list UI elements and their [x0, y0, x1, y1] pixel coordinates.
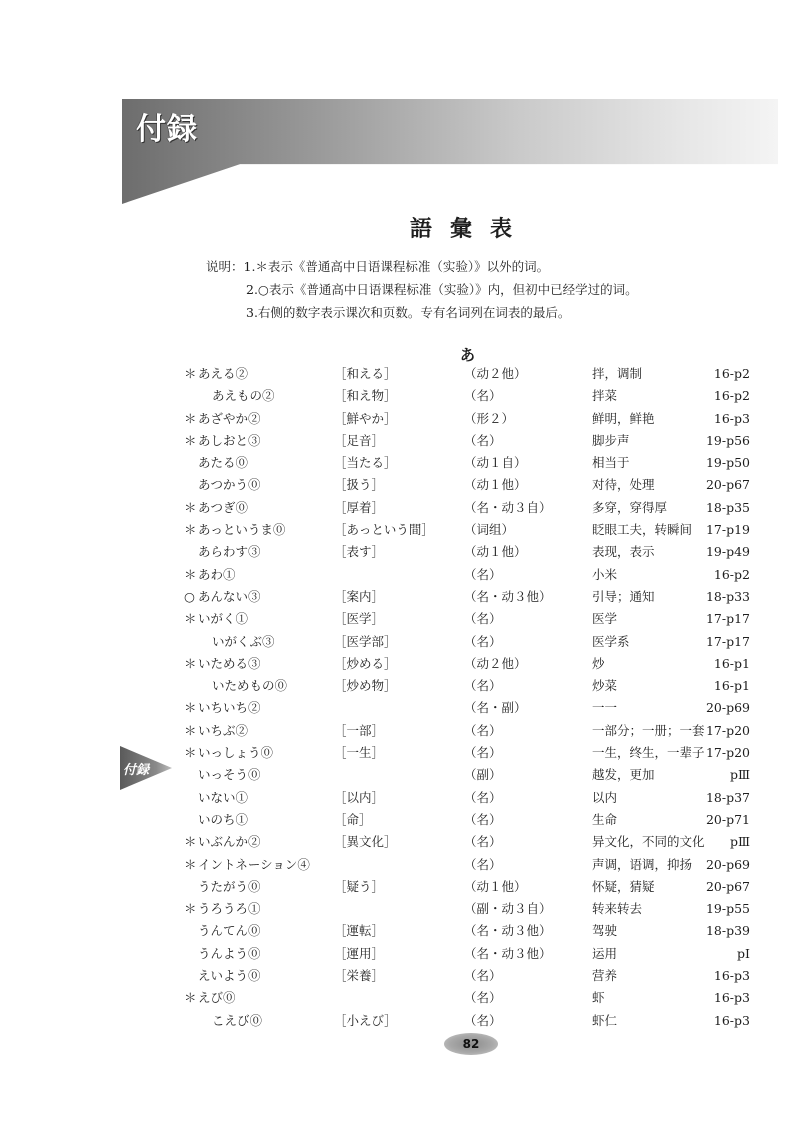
- entry-part-of-speech: （动２他）: [464, 655, 527, 671]
- entry-lesson-page: 17-p20: [705, 722, 750, 738]
- entry-word: うんよう⓪: [198, 945, 261, 961]
- entry-lesson-page: 16-p2: [713, 566, 750, 582]
- entry-meaning: 引导；通知: [592, 588, 655, 604]
- entry-mark: ＊: [184, 856, 197, 872]
- vocab-entry: [184, 943, 764, 965]
- entry-mark: ＊: [184, 566, 197, 582]
- entry-word: あっというま⓪: [198, 522, 286, 538]
- entry-part-of-speech: （名）: [464, 789, 502, 805]
- entry-lesson-page: pⅢ: [729, 767, 750, 783]
- note-line-2: 2.○表示《普通高中日语课程标准（实验）》内，但初中已经学过的词。: [246, 282, 638, 297]
- entry-part-of-speech: （形２）: [464, 410, 515, 426]
- entry-word: あんない③: [198, 588, 261, 604]
- entry-part-of-speech: （名）: [464, 722, 502, 738]
- entry-word: いぶんか②: [198, 834, 261, 850]
- entry-word: あしおと③: [198, 432, 261, 448]
- entry-kanji: ［医学部］: [334, 633, 397, 649]
- entry-lesson-page: 19-p55: [705, 901, 750, 917]
- entry-kanji: ［運転］: [334, 923, 385, 939]
- entry-mark: ＊: [184, 410, 197, 426]
- entry-kanji: ［当たる］: [334, 455, 397, 471]
- entry-part-of-speech: （名）: [464, 566, 502, 582]
- entry-kanji: ［厚着］: [334, 499, 385, 515]
- entry-lesson-page: 17-p20: [705, 745, 750, 761]
- vocab-entry: [184, 408, 764, 430]
- entry-kanji: ［小えび］: [334, 1012, 397, 1028]
- entry-lesson-page: 16-p3: [713, 990, 750, 1006]
- entry-word: えいよう⓪: [198, 968, 261, 984]
- entry-lesson-page: 18-p39: [705, 923, 750, 939]
- vocab-entry: [184, 497, 764, 519]
- vocab-entry: [184, 474, 764, 496]
- entry-meaning: 怀疑，猜疑: [592, 878, 655, 894]
- page-number: 82: [444, 1033, 498, 1055]
- entry-part-of-speech: （名）: [464, 432, 502, 448]
- entry-kanji: ［命］: [334, 811, 372, 827]
- vocab-entry: [184, 809, 764, 831]
- entry-kanji: ［あっという間］: [334, 522, 434, 538]
- entry-kanji: ［以内］: [334, 789, 385, 805]
- entry-meaning: 驾驶: [592, 923, 618, 939]
- entry-mark: ＊: [184, 655, 197, 671]
- entry-word: いためる③: [198, 655, 261, 671]
- entry-meaning: 营养: [592, 968, 618, 984]
- entry-kanji: ［一生］: [334, 745, 385, 761]
- vocab-entry: [184, 541, 764, 563]
- vocab-entry: [184, 987, 764, 1009]
- vocab-entry: [184, 430, 764, 452]
- vocab-entry: [184, 898, 764, 920]
- vocab-entry: [184, 1010, 764, 1032]
- entry-word: えび⓪: [198, 990, 236, 1006]
- entry-word: いちぶ②: [198, 722, 249, 738]
- entry-lesson-page: 20-p67: [705, 878, 750, 894]
- entry-part-of-speech: （名）: [464, 1012, 502, 1028]
- vocab-entry: [184, 564, 764, 586]
- entry-word: いがく①: [198, 611, 249, 627]
- entry-kanji: ［足音］: [334, 432, 385, 448]
- entry-part-of-speech: （动１他）: [464, 544, 527, 560]
- entry-meaning: 异文化，不同的文化: [592, 834, 705, 850]
- entry-lesson-page: 19-p50: [705, 455, 750, 471]
- vocab-entry: [184, 876, 764, 898]
- entry-meaning: 虾仁: [592, 1012, 618, 1028]
- entry-word: こえび⓪: [212, 1012, 263, 1028]
- entry-word: うたがう⓪: [198, 878, 261, 894]
- entry-meaning: 一一: [592, 700, 618, 716]
- entry-part-of-speech: （动１他）: [464, 477, 527, 493]
- note-line-1: 说明：1.＊表示《普通高中日语课程标准（实验）》以外的词。: [206, 259, 550, 274]
- vocab-entry: [184, 586, 764, 608]
- entry-lesson-page: 16-p3: [713, 410, 750, 426]
- entry-meaning: 多穿，穿得厚: [592, 499, 668, 515]
- entry-lesson-page: 18-p35: [705, 499, 750, 515]
- entry-meaning: 炒: [592, 655, 605, 671]
- entry-kanji: ［和え物］: [334, 388, 397, 404]
- entry-meaning: 表现，表示: [592, 544, 655, 560]
- appendix-header-band: [122, 99, 778, 204]
- entry-meaning: 生命: [592, 811, 618, 827]
- entry-word: いっしょう⓪: [198, 745, 274, 761]
- entry-lesson-page: 17-p17: [705, 611, 750, 627]
- entry-meaning: 脚步声: [592, 432, 630, 448]
- entry-meaning: 运用: [592, 945, 618, 961]
- entry-part-of-speech: （副・动３自）: [464, 901, 552, 917]
- entry-mark: ＊: [184, 611, 197, 627]
- entry-lesson-page: 16-p1: [713, 655, 750, 671]
- entry-part-of-speech: （名・动３他）: [464, 945, 552, 961]
- entry-meaning: 声调，语调，抑扬: [592, 856, 693, 872]
- entry-mark: ＊: [184, 700, 197, 716]
- vocab-entry: [184, 697, 764, 719]
- section-heading: あ: [460, 346, 476, 364]
- entry-kanji: ［栄養］: [334, 968, 385, 984]
- entry-kanji: ［鮮やか］: [334, 410, 397, 426]
- side-tab-label: 付録: [123, 763, 150, 778]
- entry-mark: ＊: [184, 722, 197, 738]
- entry-lesson-page: 16-p1: [713, 678, 750, 694]
- entry-lesson-page: 17-p19: [705, 522, 750, 538]
- entry-lesson-page: 19-p49: [705, 544, 750, 560]
- vocab-entry: [184, 631, 764, 653]
- entry-meaning: 相当于: [592, 455, 630, 471]
- entry-meaning: 转来转去: [592, 901, 643, 917]
- entry-mark: ＊: [184, 990, 197, 1006]
- entry-meaning: 虾: [592, 990, 605, 1006]
- entry-word: あえもの②: [212, 388, 275, 404]
- entry-part-of-speech: （名・动３他）: [464, 588, 552, 604]
- entry-word: いない①: [198, 789, 249, 805]
- entry-meaning: 拌菜: [592, 388, 618, 404]
- entry-lesson-page: 20-p67: [705, 477, 750, 493]
- entry-meaning: 小米: [592, 566, 618, 582]
- entry-mark: ＊: [184, 745, 197, 761]
- entry-kanji: ［運用］: [334, 945, 385, 961]
- entry-mark: ＊: [184, 522, 197, 538]
- entry-word: いちいち②: [198, 700, 261, 716]
- entry-lesson-page: pⅠ: [737, 945, 750, 961]
- entry-part-of-speech: （名）: [464, 834, 502, 850]
- entry-meaning: 医学系: [592, 633, 630, 649]
- vocab-entry: [184, 965, 764, 987]
- entry-part-of-speech: （名）: [464, 678, 502, 694]
- entry-part-of-speech: （名）: [464, 811, 502, 827]
- entry-lesson-page: 16-p3: [713, 1012, 750, 1028]
- entry-part-of-speech: （副）: [464, 767, 502, 783]
- entry-kanji: ［表す］: [334, 544, 385, 560]
- entry-lesson-page: 19-p56: [705, 432, 750, 448]
- entry-part-of-speech: （名）: [464, 745, 502, 761]
- entry-word: いためもの⓪: [212, 678, 288, 694]
- vocab-entry: [184, 675, 764, 697]
- vocabulary-list: [184, 363, 764, 1032]
- entry-word: あつぎ⓪: [198, 499, 249, 515]
- entry-meaning: 一部分；一册；一套: [592, 722, 705, 738]
- entry-lesson-page: 17-p17: [705, 633, 750, 649]
- entry-lesson-page: 20-p69: [705, 856, 750, 872]
- explanation-notes: [206, 255, 638, 324]
- entry-word: イントネーション④: [198, 856, 310, 872]
- entry-lesson-page: 18-p33: [705, 588, 750, 604]
- entry-part-of-speech: （名）: [464, 633, 502, 649]
- entry-kanji: ［炒め物］: [334, 678, 397, 694]
- note-line-3: 3.右侧的数字表示课次和页数。专有名词列在词表的最后。: [246, 305, 571, 320]
- vocab-entry: [184, 385, 764, 407]
- vocab-entry: [184, 608, 764, 630]
- vocab-entry: [184, 720, 764, 742]
- entry-word: あたる⓪: [198, 455, 249, 471]
- vocab-entry: [184, 519, 764, 541]
- vocab-entry: [184, 831, 764, 853]
- entry-part-of-speech: （名・副）: [464, 700, 527, 716]
- entry-meaning: 炒菜: [592, 678, 618, 694]
- entry-part-of-speech: （名）: [464, 856, 502, 872]
- entry-meaning: 眨眼工夫，转瞬间: [592, 522, 693, 538]
- entry-word: あわ①: [198, 566, 236, 582]
- entry-part-of-speech: （词组）: [464, 522, 515, 538]
- entry-kanji: ［一部］: [334, 722, 385, 738]
- entry-part-of-speech: （动１他）: [464, 878, 527, 894]
- vocab-entry: [184, 452, 764, 474]
- entry-word: うんてん⓪: [198, 923, 261, 939]
- entry-part-of-speech: （动１自）: [464, 455, 527, 471]
- entry-kanji: ［扱う］: [334, 477, 385, 493]
- entry-part-of-speech: （名）: [464, 388, 502, 404]
- vocab-entry: [184, 363, 764, 385]
- entry-meaning: 对待，处理: [592, 477, 655, 493]
- entry-mark: ＊: [184, 499, 197, 515]
- entry-word: いっそう⓪: [198, 767, 261, 783]
- entry-meaning: 医学: [592, 611, 618, 627]
- vocab-entry: [184, 742, 764, 764]
- entry-kanji: ［異文化］: [334, 834, 397, 850]
- entry-lesson-page: 16-p2: [713, 366, 750, 381]
- entry-word: あつかう⓪: [198, 477, 261, 493]
- entry-meaning: 拌，调制: [592, 366, 643, 381]
- entry-meaning: 越发，更加: [592, 767, 655, 783]
- entry-lesson-page: 16-p2: [713, 388, 750, 404]
- entry-kanji: ［案内］: [334, 588, 385, 604]
- entry-word: いのち①: [198, 811, 249, 827]
- entry-lesson-page: pⅢ: [729, 834, 750, 850]
- entry-word: いがくぶ③: [212, 633, 275, 649]
- entry-kanji: ［和える］: [334, 366, 397, 381]
- entry-mark: ＊: [184, 901, 197, 917]
- vocabulary-title: 語彙表: [409, 216, 530, 242]
- vocab-entry: [184, 920, 764, 942]
- entry-part-of-speech: （名）: [464, 990, 502, 1006]
- entry-meaning: 以内: [592, 789, 618, 805]
- entry-kanji: ［医学］: [334, 611, 385, 627]
- entry-lesson-page: 20-p69: [705, 700, 750, 716]
- entry-part-of-speech: （名・动３他）: [464, 923, 552, 939]
- vocab-entry: [184, 854, 764, 876]
- entry-part-of-speech: （名）: [464, 611, 502, 627]
- entry-word: あざやか②: [198, 410, 261, 426]
- entry-mark: ＊: [184, 366, 197, 381]
- entry-word: あらわす③: [198, 544, 261, 560]
- entry-word: あえる②: [198, 366, 249, 381]
- entry-lesson-page: 16-p3: [713, 968, 750, 984]
- entry-part-of-speech: （动２他）: [464, 366, 527, 381]
- entry-mark: ○: [184, 588, 195, 604]
- entry-meaning: 鲜明，鲜艳: [592, 410, 655, 426]
- entry-part-of-speech: （名）: [464, 968, 502, 984]
- entry-mark: ＊: [184, 834, 197, 850]
- vocab-entry: [184, 653, 764, 675]
- entry-kanji: ［炒める］: [334, 655, 397, 671]
- entry-lesson-page: 18-p37: [705, 789, 750, 805]
- entry-mark: ＊: [184, 432, 197, 448]
- entry-part-of-speech: （名・动３自）: [464, 499, 552, 515]
- entry-word: うろうろ①: [198, 901, 261, 917]
- entry-meaning: 一生，终生，一辈子: [592, 745, 705, 761]
- vocab-entry: [184, 787, 764, 809]
- entry-lesson-page: 20-p71: [705, 811, 750, 827]
- entry-kanji: ［疑う］: [334, 878, 385, 894]
- appendix-title: 付録: [136, 112, 198, 147]
- vocab-entry: [184, 764, 764, 786]
